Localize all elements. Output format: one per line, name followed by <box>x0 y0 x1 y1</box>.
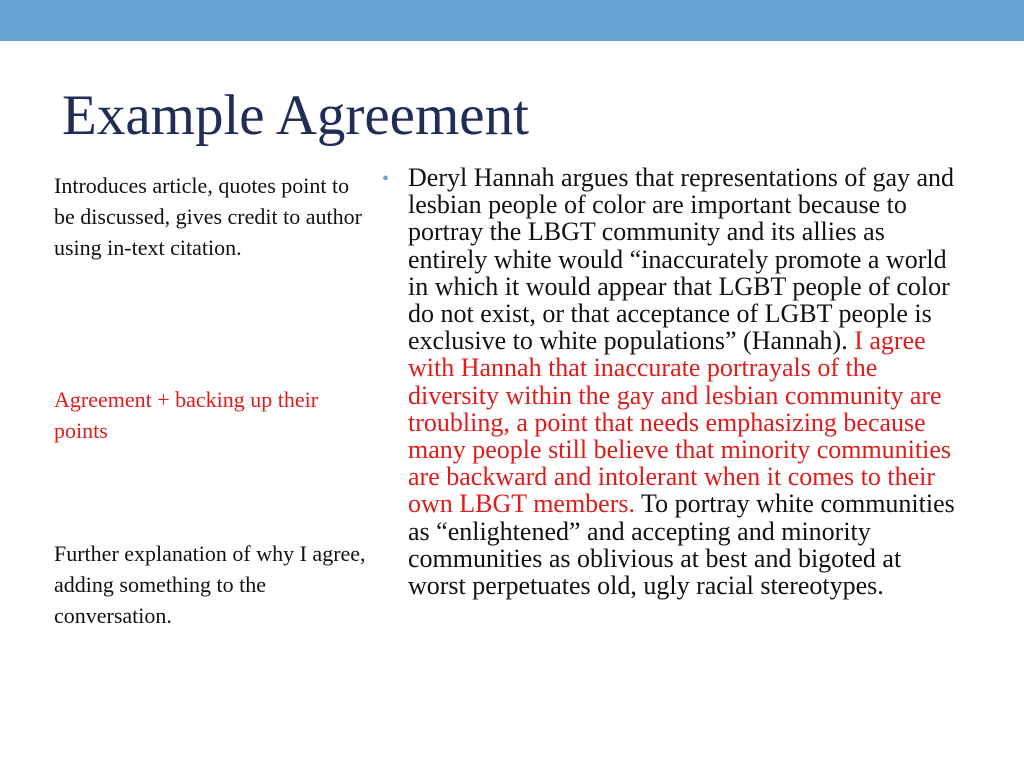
annotation-agreement: Agreement + backing up their points <box>54 387 319 443</box>
example-paragraph-column <box>382 164 972 599</box>
annotation-introduction: Introduces article, quotes point to be discussed, gives credit to author using in-text citation. <box>54 173 362 260</box>
paragraph-agreement-text: I agree with Hannah that inaccurate portrayals of the diversity within the gay and lesbian community are troubling, a point that needs emphasizing because many people still believe that minority communities are backward and intolerant when it comes to their own LBGT members. <box>408 326 952 519</box>
bullet-icon: • <box>382 168 390 190</box>
paragraph-explanation-text: To portray white communities as “enlightened” and accepting and minority communities as oblivious at best and bigoted at worst perpetuates old, ugly racial stereotypes. <box>408 489 955 601</box>
example-paragraph <box>408 164 964 599</box>
annotation-further-explanation: Further explanation of why I agree, adding something to the conversation. <box>54 541 366 628</box>
slide-title: Example Agreement <box>62 84 529 147</box>
top-accent-bar <box>0 0 1024 41</box>
paragraph-introduction-text: Deryl Hannah argues that representations of gay and lesbian people of color are important because to portray the LBGT community and its allies as entirely white would “inaccurately promote a world in which it would appear that LGBT people of color do not exist, or that acceptance of LGBT people is exclusive to white populations” (Hannah). <box>408 163 955 356</box>
